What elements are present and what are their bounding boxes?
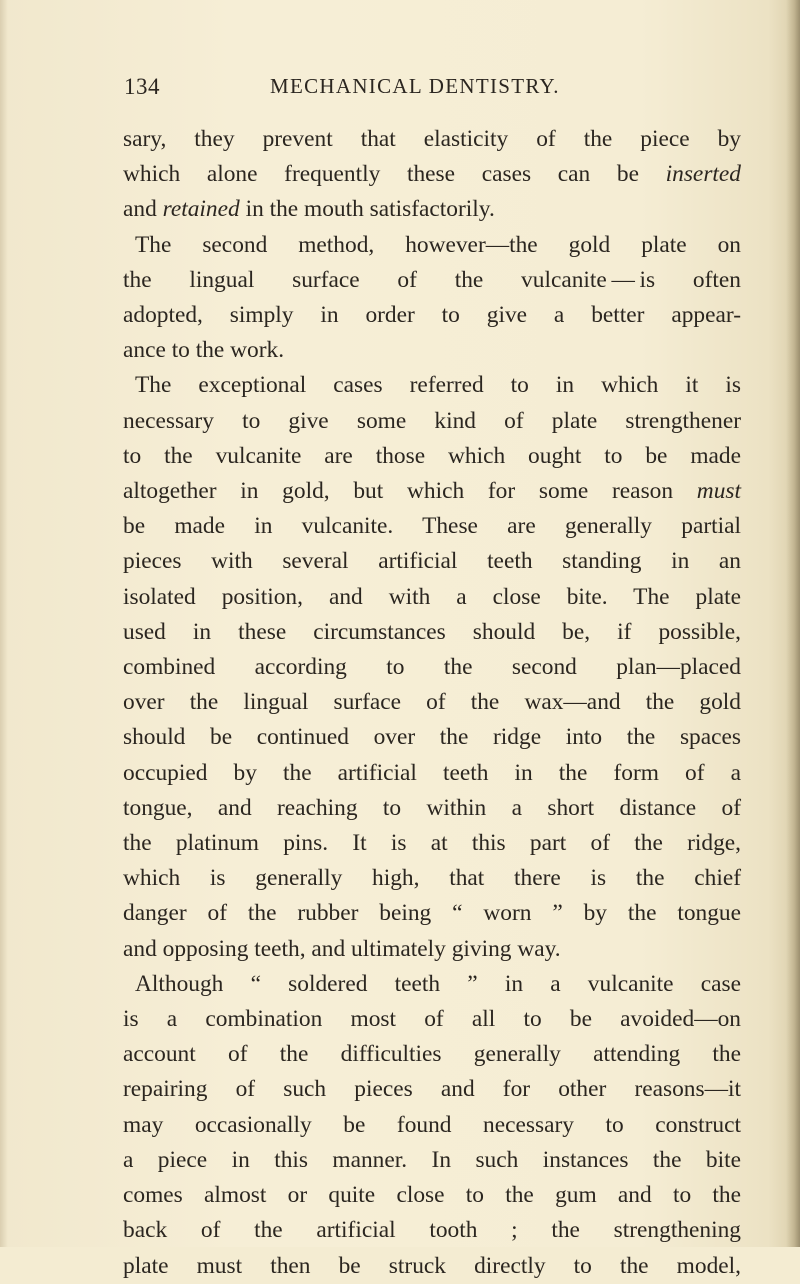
text-line xyxy=(123,650,741,685)
text-run: adopted, simply in order to give a better appear- xyxy=(123,302,741,329)
text-run: the lingual surface of the vulcanite — is often xyxy=(123,266,741,293)
text-line xyxy=(123,333,741,368)
text-line xyxy=(123,1002,741,1037)
text-line xyxy=(123,580,741,615)
text-run: be made in vulcanite. These are generally partial xyxy=(123,513,741,540)
text-run: occupied by the artificial teeth in the form of a xyxy=(123,759,741,786)
text-run: plate must then be struck directly to the model, xyxy=(123,1252,741,1279)
page-edge-left xyxy=(0,0,8,1247)
page-edge-right xyxy=(786,0,800,1247)
text-line xyxy=(123,368,741,403)
body-text xyxy=(123,122,741,1284)
text-line xyxy=(123,932,741,967)
text-run: may occasionally be found necessary to construct xyxy=(123,1111,741,1138)
text-run: which is generally high, that there is the chief xyxy=(123,865,741,892)
text-run: The second method, however—the gold plate on xyxy=(135,231,741,258)
text-line xyxy=(123,967,741,1002)
text-run: back of the artificial tooth ; the strengthening xyxy=(123,1217,741,1244)
text-run: tongue, and reaching to within a short distance of xyxy=(123,794,741,821)
text-run: ance to the work. xyxy=(123,337,285,364)
text-line xyxy=(123,1213,741,1248)
text-line xyxy=(123,826,741,861)
text-run: altogether in gold, but which for some reason xyxy=(123,478,697,505)
italic-word: must xyxy=(696,478,741,505)
text-line xyxy=(123,685,741,720)
text-line xyxy=(123,1178,741,1213)
running-title: MECHANICAL DENTISTRY. xyxy=(270,74,560,98)
text-run: to the vulcanite are those which ought to be made xyxy=(123,442,741,469)
text-line xyxy=(123,896,741,931)
text-run: repairing of such pieces and for other reasons—it xyxy=(123,1076,741,1103)
text-run: comes almost or quite close to the gum and to the xyxy=(123,1182,741,1209)
text-line xyxy=(123,157,741,192)
text-line xyxy=(123,861,741,896)
text-line xyxy=(123,756,741,791)
text-run: pieces with several artificial teeth standing in an xyxy=(123,548,741,575)
text-run: Although “ soldered teeth ” in a vulcanite case xyxy=(135,970,741,997)
text-run: necessary to give some kind of plate strengthener xyxy=(123,407,741,434)
text-run: danger of the rubber being “ worn ” by the tongue xyxy=(123,900,741,927)
text-line xyxy=(123,298,741,333)
text-line xyxy=(123,1108,741,1143)
text-run: should be continued over the ridge into the spaces xyxy=(123,724,741,751)
text-run: and opposing teeth, and ultimately giving way. xyxy=(123,935,561,962)
text-line xyxy=(123,263,741,298)
italic-word: inserted xyxy=(665,161,741,188)
text-line xyxy=(123,615,741,650)
text-line xyxy=(123,509,741,544)
text-run: isolated position, and with a close bite. The plate xyxy=(123,583,741,610)
text-line xyxy=(123,439,741,474)
text-run: The exceptional cases referred to in which it is xyxy=(135,372,741,399)
running-head xyxy=(124,74,764,104)
page-number: 134 xyxy=(124,74,160,99)
text-run: and xyxy=(123,196,163,223)
text-run: is a combination most of all to be avoided—on xyxy=(123,1006,741,1033)
text-run: the platinum pins. It is at this part of the ridge, xyxy=(123,830,741,857)
text-line xyxy=(123,192,741,227)
text-line xyxy=(123,404,741,439)
text-line xyxy=(123,1072,741,1107)
text-line xyxy=(123,1143,741,1178)
text-run: combined according to the second plan—placed xyxy=(123,654,741,681)
text-line xyxy=(123,1249,741,1284)
italic-word: retained xyxy=(162,196,240,223)
text-line xyxy=(123,720,741,755)
text-run: sary, they prevent that elasticity of the piece by xyxy=(123,126,741,152)
text-line xyxy=(123,474,741,509)
text-line xyxy=(123,1037,741,1072)
text-run: a piece in this manner. In such instances the bite xyxy=(123,1146,741,1173)
text-line xyxy=(123,228,741,263)
text-run: used in these circumstances should be, if possible, xyxy=(123,618,741,645)
text-line xyxy=(123,122,741,157)
text-line xyxy=(123,791,741,826)
text-run: which alone frequently these cases can be xyxy=(123,161,666,188)
text-run: over the lingual surface of the wax—and the gold xyxy=(123,689,741,716)
text-line xyxy=(123,544,741,579)
text-run: in the mouth satisfactorily. xyxy=(239,196,495,223)
text-run: account of the difficulties generally attending the xyxy=(123,1041,741,1068)
